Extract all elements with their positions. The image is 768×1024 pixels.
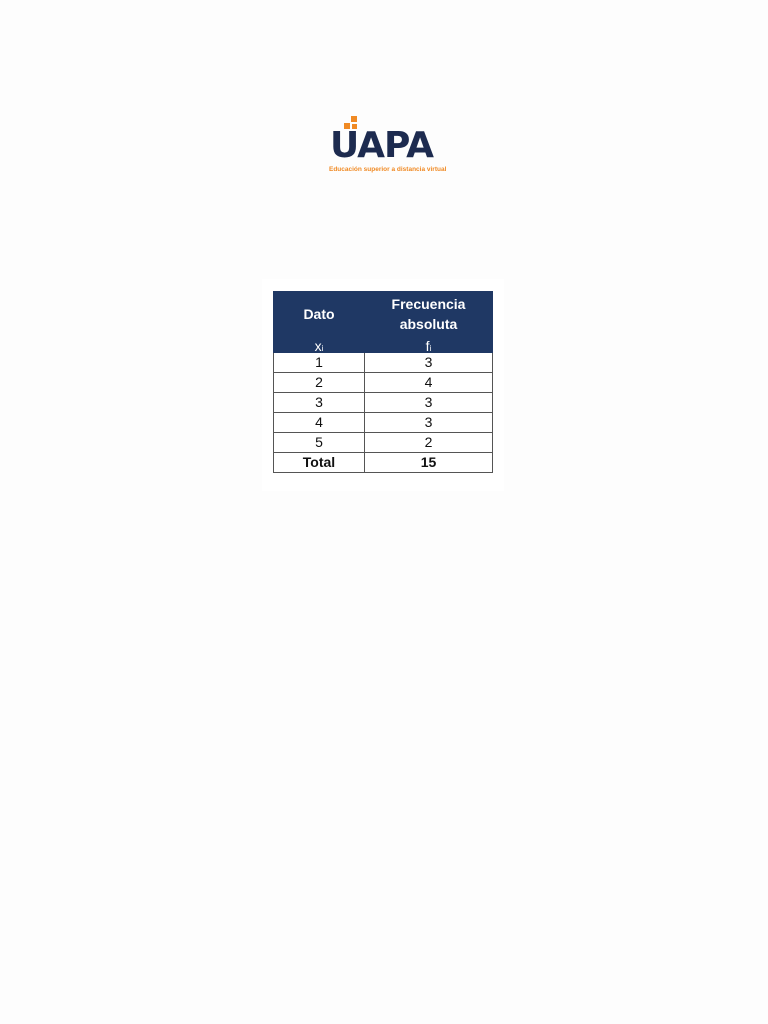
header-dato-var bbox=[274, 336, 364, 359]
cell-x: 2 bbox=[274, 373, 365, 393]
cell-x: 3 bbox=[274, 393, 365, 413]
table-row bbox=[274, 433, 493, 453]
table-row bbox=[274, 393, 493, 413]
cell-f: 4 bbox=[365, 373, 493, 393]
total-label: Total bbox=[274, 453, 365, 473]
frequency-table bbox=[273, 291, 493, 473]
cell-f: 2 bbox=[365, 433, 493, 453]
header-dato bbox=[274, 292, 365, 353]
var-x: x bbox=[314, 338, 322, 354]
var-subscript: i bbox=[429, 344, 432, 353]
uapa-logo bbox=[328, 114, 446, 178]
cell-x: 1 bbox=[274, 353, 365, 373]
cell-x: 5 bbox=[274, 433, 365, 453]
table-header-row bbox=[274, 292, 493, 353]
cell-f: 3 bbox=[365, 393, 493, 413]
table-row bbox=[274, 413, 493, 433]
header-frecuencia bbox=[365, 292, 493, 353]
var-subscript: i bbox=[321, 344, 324, 353]
cell-f: 3 bbox=[365, 353, 493, 373]
logo-tagline: Educación superior a distancia virtual bbox=[329, 166, 447, 173]
var-f: f bbox=[425, 338, 430, 354]
header-frecuencia-line2: absoluta bbox=[399, 316, 458, 332]
logo-wordmark: UAPA bbox=[330, 125, 433, 166]
header-frecuencia-var bbox=[365, 336, 492, 359]
header-dato-title: Dato bbox=[303, 306, 335, 322]
total-value: 15 bbox=[365, 453, 493, 473]
table-row bbox=[274, 373, 493, 393]
logo-square bbox=[351, 116, 357, 122]
frequency-table-image bbox=[262, 279, 504, 491]
table-total-row bbox=[274, 453, 493, 473]
cell-f: 3 bbox=[365, 413, 493, 433]
cell-x: 4 bbox=[274, 413, 365, 433]
header-frecuencia-line1: Frecuencia bbox=[391, 296, 466, 312]
